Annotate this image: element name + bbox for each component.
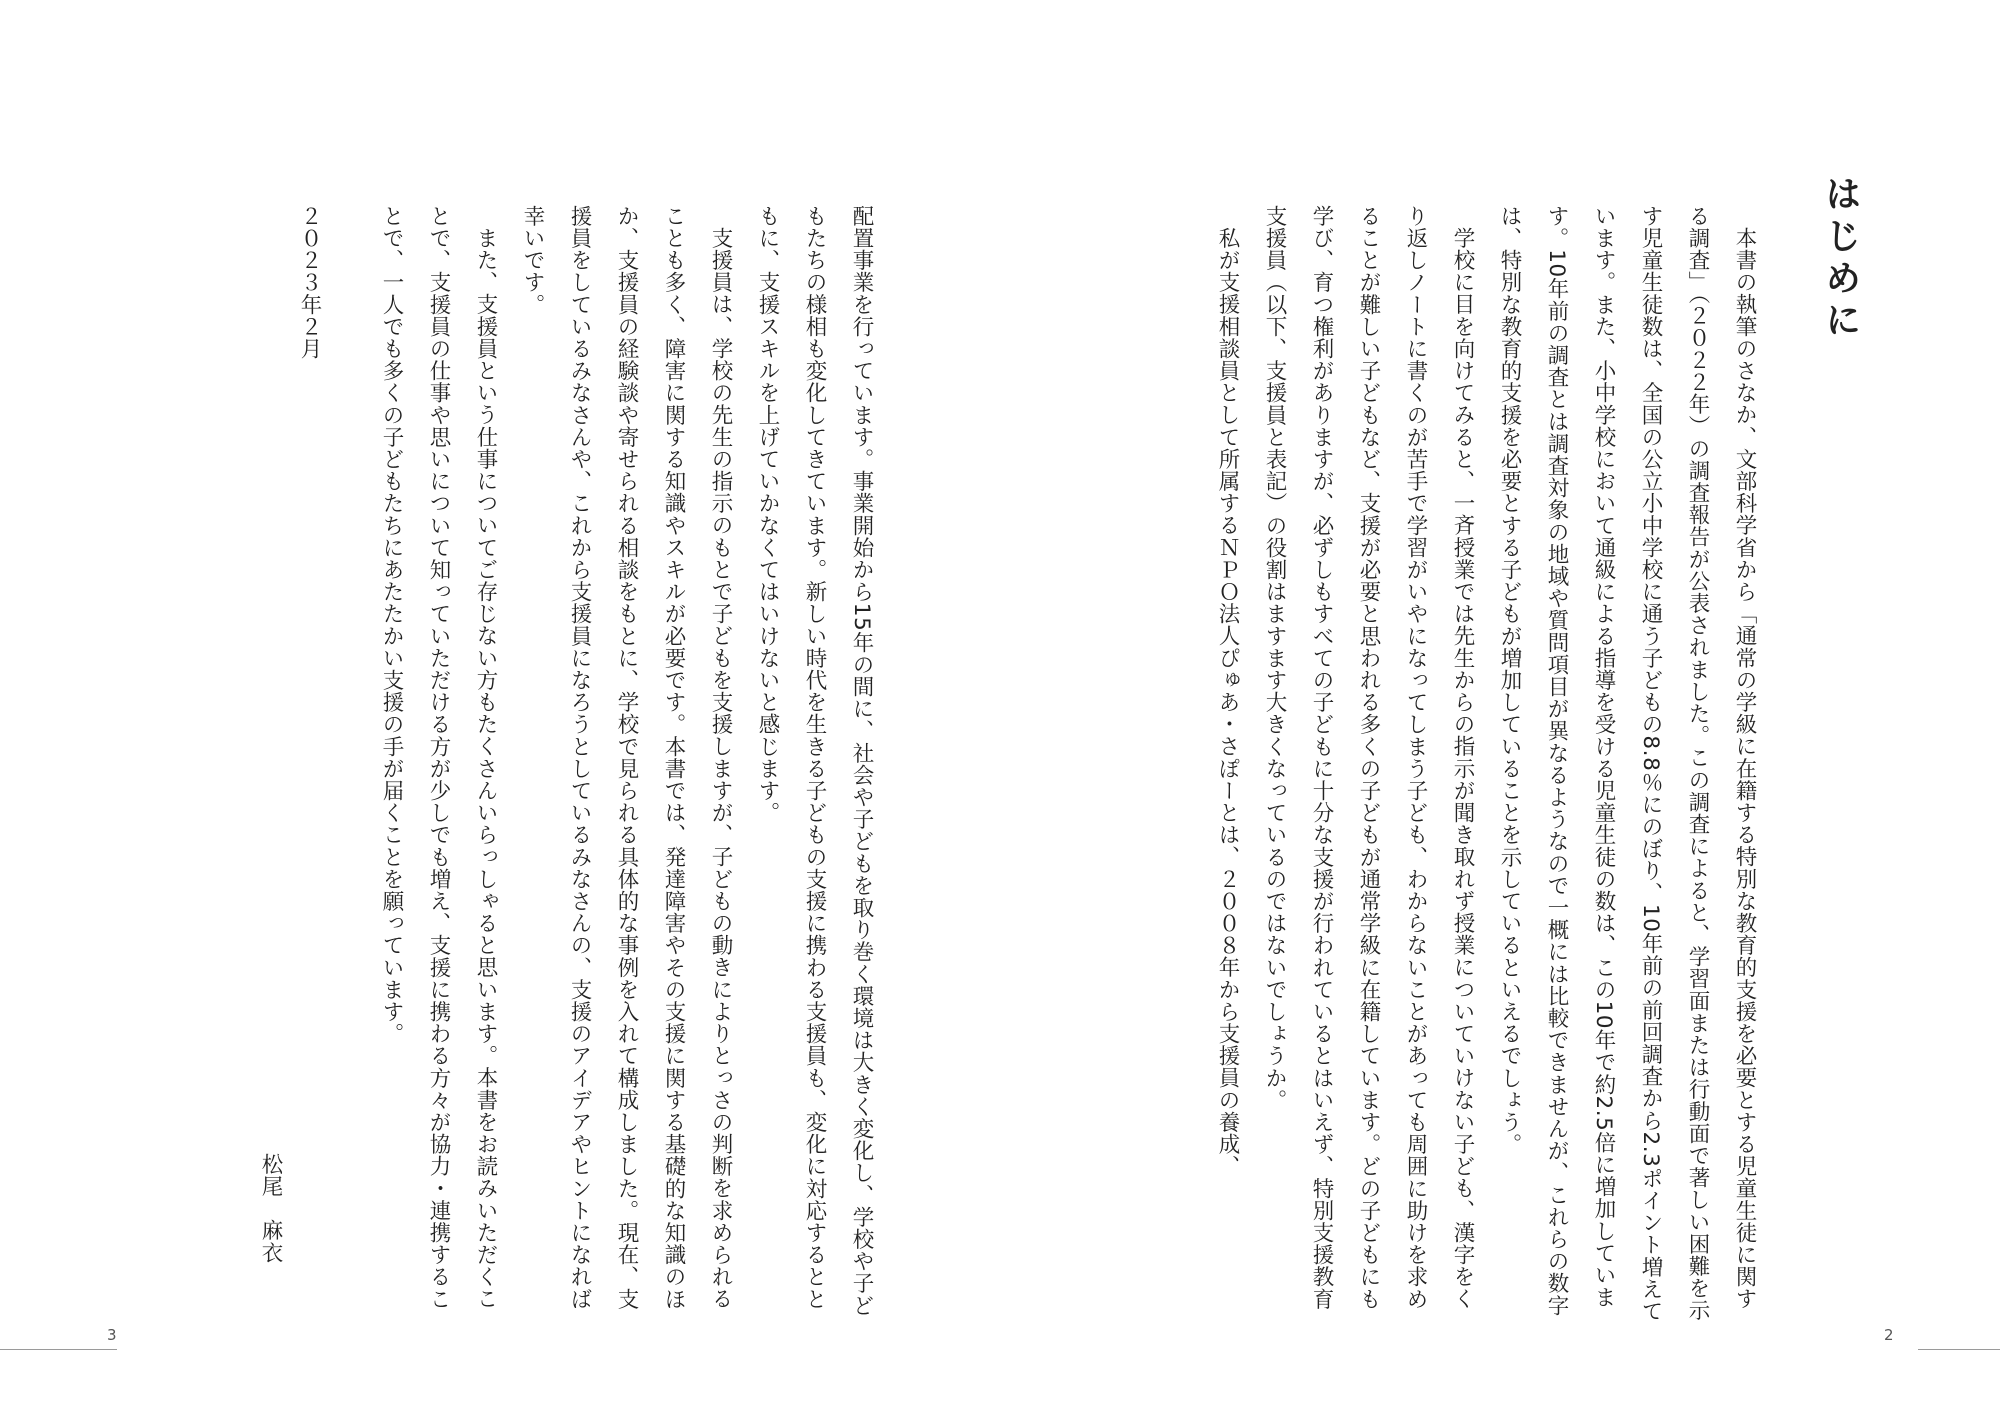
chapter-title: はじめに: [1819, 175, 1861, 343]
paragraph: また、支援員という仕事についてご存じない方もたくさんいらっしゃると思います。本書をお読みいただくことで、支援員の仕事や思いについて知っていただける方が少しでも増え、支援に携わる方々が協力・連携することで、一人でも多くの子どもたちにあたたかい支援の手が届くことを願っています。: [379, 205, 498, 1310]
page-number: 3: [107, 1326, 117, 1344]
folio-rule: [1918, 1349, 2000, 1350]
right-page-body: [1204, 205, 1768, 1325]
date-line: ２０２３年２月: [297, 205, 322, 360]
page-number: 2: [1884, 1326, 1894, 1344]
paragraph: 配置事業を行っています。事業開始から15年の間に、社会や子どもを取り巻く環境は大きく変化し、学校や子どもたちの様相も変化してきています。新しい時代を生きる子どもの支援に携わる支援員も、変化に対応するとともに、支援スキルを上げていかなくてはいけないと感じます。: [755, 205, 874, 1317]
paragraph: 私が支援相談員として所属するＮＰＯ法人ぴゅあ・さぽーとは、２００８年から支援員の養成、: [1215, 226, 1240, 1177]
author-signature: 松尾 麻衣: [258, 1153, 283, 1264]
folio-rule: [0, 1349, 117, 1350]
left-page-body: [368, 205, 885, 1325]
paragraph: 本書の執筆のさなか、文部科学省から「通常の学級に在籍する特別な教育的支援を必要とする児童生徒に関する調査」（２０２２年）の調査報告が公表されました。この調査によると、学習面または行動面で著しい困難を示す児童生徒数は、全国の公立小中学校に通う子どもの8.8％にのぼり、10年前の前回調査から2.3ポイント増えています。また、小中学校において通級による指導を受ける児童生徒の数は、この10年で約2.5倍に増加しています。10年前の調査とは調査対象の地域や質問項目が異なるようなので一概には比較できませんが、これらの数字は、特別な教育的支援を必要とする子どもが増加していることを示しているといえるでしょう。: [1497, 205, 1757, 1323]
paragraph: 支援員は、学校の先生の指示のもとで子どもを支援しますが、子どもの動きによりとっさの判断を求められることも多く、障害に関する知識やスキルが必要です。本書では、発達障害やその支援に関する基礎的な知識のほか、支援員の経験談や寄せられる相談をもとに、学校で見られる具体的な事例を入れて構成しました。現在、支援員をしているみなさんや、これから支援員になろうとしているみなさんの、支援のアイデアやヒントになれば幸いです。: [520, 205, 733, 1310]
paragraph: 学校に目を向けてみると、一斉授業では先生からの指示が聞き取れず授業についていけない子ども、漢字をくり返しノートに書くのが苦手で学習がいやになってしまう子ども、わからないことがあっても周囲に助けを求めることが難しい子どもなど、支援が必要と思われる多くの子どもが通常学級に在籍しています。どの子どもにも学び、育つ権利がありますが、必ずしもすべての子どもに十分な支援が行われているとはいえず、特別支援教育支援員（以下、支援員と表記）の役割はますます大きくなっているのではないでしょうか。: [1262, 205, 1475, 1310]
